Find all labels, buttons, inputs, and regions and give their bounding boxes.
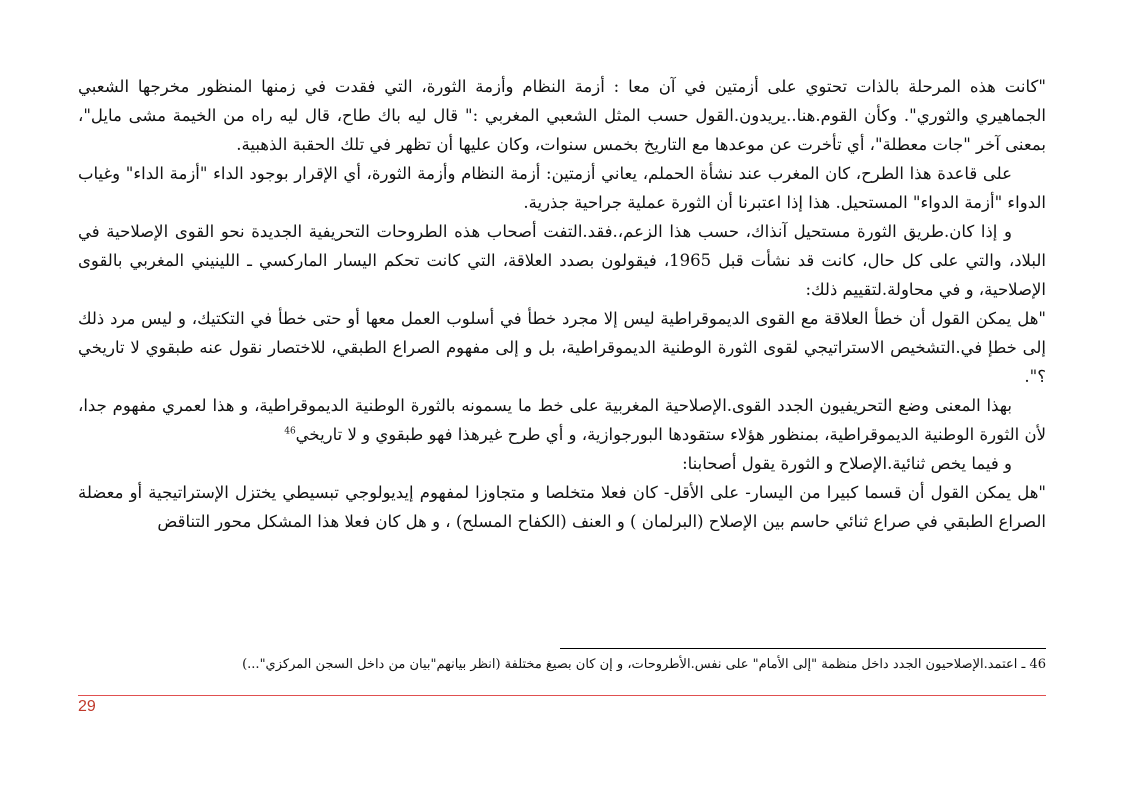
paragraph-5 (78, 391, 1046, 449)
paragraph-5-text: بهذا المعنى وضع التحريفيون الجدد القوى.الإصلاحية المغربية على خط ما يسمونه بالثورة الوطنية الديموقراطية، و هذا لعمري مفهوم جدا، لأن الثورة الوطنية الديموقراطية، بمنظور هؤلاء ستقودها البورجوازية، و أي طرح غيرهذا فهو طبقوي و لا تاريخي (78, 396, 1046, 444)
page-footer-rule (78, 695, 1046, 696)
paragraph-1: "كانت هذه المرحلة بالذات تحتوي على أزمتين في آن معا : أزمة النظام وأزمة الثورة، التي فقدت في زمنها المنظور مخرجها الشعبي الجماهيري والثوري". وكأن القوم.هنا..يريدون.القول حسب المثل الشعبي المغربي :" قال ليه باك طاح، قال ليه راه من الخيمة مشى مايل"، بمعنى آخر "جات معطلة"، أي تأخرت عن موعدها مع التاريخ بخمس سنوات، وكان عليها أن تظهر في تلك الحقبة الذهبية. (78, 77, 1046, 154)
footnote-46: 46 ـ اعتمد.الإصلاحيون الجدد داخل منظمة "إلى الأمام" على نفس.الأطروحات، و إن كان بصيغ مختلفة (انظر بيانهم"بيان من داخل السجن المركزي"...) (242, 657, 1046, 672)
paragraph-3: و إذا كان.طريق الثورة مستحيل آنذاك، حسب هذا الزعم،.فقد.التفت أصحاب هذه الطروحات التحريفية الجديدة نحو القوى الإصلاحية في البلاد، والتي على كل حال، كانت قد نشأت قبل 1965، فيقولون بصدد العلاقة، التي كانت تحكم اليسار الماركسي ـ اللينيني المغربي بالقوى الإصلاحية، و في محاولة.لتقييم ذلك: (78, 222, 1046, 299)
paragraph-7: "هل يمكن القول أن قسما كبيرا من اليسار- على الأقل- كان فعلا متخلصا و متجاوزا لمفهوم إيديولوجي تبسيطي يختزل الإستراتيجية أو معضلة الصراع الطبقي في صراع ثنائي حاسم بين الإصلاح (البرلمان ) و العنف (الكفاح المسلح) ، و هل كان فعلا هذا المشكل محور التناقض (78, 483, 1046, 531)
paragraph-2: على قاعدة هذا الطرح، كان المغرب عند نشأة الحملم، يعاني أزمتين: أزمة النظام وأزمة الثورة، أي الإقرار بوجود الداء "أزمة الداء" وغياب الدواء "أزمة الدواء" المستحيل. هذا إذا اعتبرنا أن الثورة عملية جراحية جذرية. (78, 164, 1046, 212)
body-text (78, 72, 1046, 536)
page-number: 29 (78, 698, 96, 715)
paragraph-4: "هل يمكن القول أن خطأ العلاقة مع القوى الديموقراطية ليس إلا مجرد خطأ في أسلوب العمل معها أو حتى خطأ في التكتيك، و ليس مرد ذلك إلى خطإ في.التشخيص الاستراتيجي لقوى الثورة الوطنية الديموقراطية، بل و إلى مفهوم الصراع الطبقي، للاختصار نقول عنه طبقوي لا تاريخي ؟". (78, 309, 1046, 386)
footnote-reference[interactable]: 46 (284, 426, 296, 437)
footnote-separator (560, 648, 1046, 649)
paragraph-6: و فيما يخص ثنائية.الإصلاح و الثورة يقول أصحابنا: (682, 454, 1012, 473)
